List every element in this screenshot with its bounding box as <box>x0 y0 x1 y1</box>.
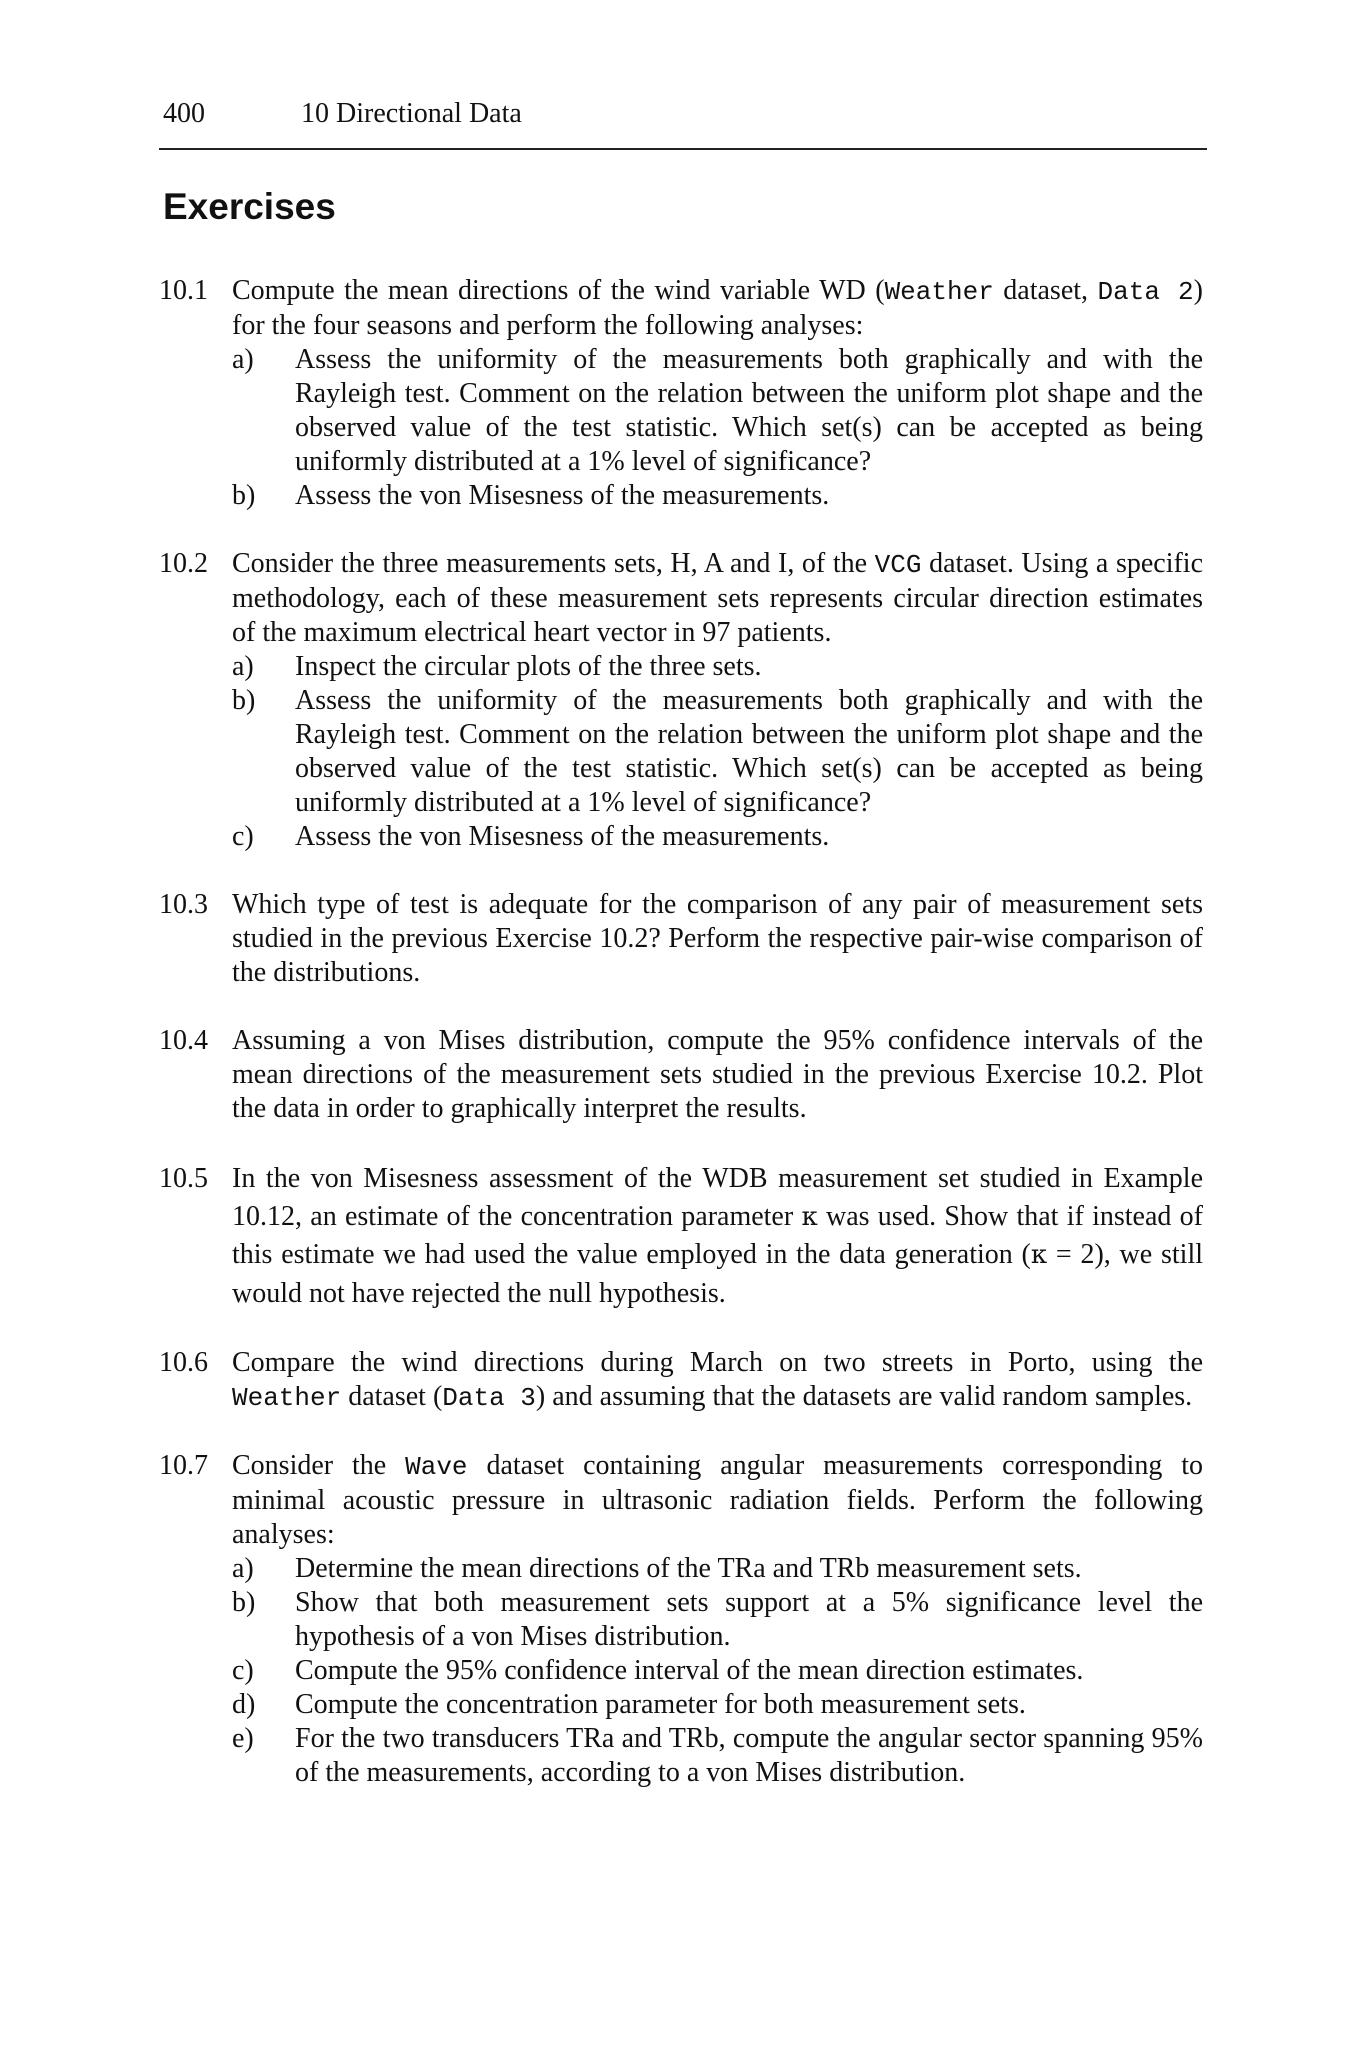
sub-item <box>232 479 1203 513</box>
sub-item-text: Determine the mean directions of the TRa and TRb measurement sets. <box>295 1553 1082 1584</box>
sub-item-label: d) <box>232 1689 256 1720</box>
sub-item-text: Assess the von Misesness of the measurements. <box>295 821 830 852</box>
exercise-text: Which type of test is adequate for the comparison of any pair of measurement sets studied in the previous Exercise 10.2? Perform the respective pair-wise comparison of the distributions. <box>232 889 1203 988</box>
exercise-intro: Consider the three measurements sets, H, A and I, of the VCG dataset. Using a specific methodology, each of these measurement sets represents circular direction estimates of the maximum electrical heart vector in 97 patients. <box>232 548 1204 648</box>
exercise-intro: Consider the Wave dataset containing angular measurements corresponding to minimal acoustic pressure in ultrasonic radiation fields. Perform the following analyses: <box>232 1450 1203 1550</box>
exercise-number: 10.5 <box>159 1163 208 1194</box>
exercise-list <box>159 274 1203 1824</box>
exercise-10-2 <box>159 547 1203 854</box>
sub-item-text: Show that both measurement sets support at a 5% significance level the hypothesis of a von Mises distribution. <box>295 1587 1203 1652</box>
sub-item <box>232 820 1203 854</box>
kappa-symbol: κ <box>801 1201 818 1232</box>
exercise-10-6 <box>159 1346 1203 1415</box>
exercise-text: In the von Misesness assessment of the WDB measurement set studied in Example 10.12, an estimate of the concentration parameter κ was used. Show that if instead of this estimate we had used the value employed in the data generation (κ = 2), we still would not have rejected the null hypothesis. <box>232 1163 1203 1309</box>
exercise-10-1 <box>159 274 1203 513</box>
exercise-text: Assuming a von Mises distribution, compute the 95% confidence intervals of the mean directions of the measurement sets studied in the previous Exercise 10.2. Plot the data in order to graphically interpret the results. <box>232 1025 1203 1124</box>
chapter-title: 10 Directional Data <box>301 98 522 129</box>
sub-item <box>232 1688 1203 1722</box>
exercise-10-4 <box>159 1024 1203 1126</box>
exercise-number: 10.7 <box>159 1450 208 1481</box>
sub-item-label: a) <box>232 651 254 682</box>
sub-item-text: Assess the uniformity of the measurements both graphically and with the Rayleigh test. Comment on the relation between the uniform plot shape and the observed value of the test statistic. Which set(s) can be accepted as being uniformly distributed at a 1% level of significance? <box>295 344 1203 477</box>
exercise-number: 10.4 <box>159 1025 208 1056</box>
sub-item-label: e) <box>232 1723 254 1754</box>
dataset-name: Weather <box>232 1383 342 1413</box>
dataset-name: Wave <box>405 1452 468 1482</box>
exercise-10-5 <box>159 1160 1203 1312</box>
sub-item-label: b) <box>232 480 256 511</box>
running-head <box>159 98 1207 150</box>
exercise-number: 10.1 <box>159 275 208 306</box>
kappa-symbol: κ <box>1030 1240 1048 1270</box>
dataset-name: VCG <box>874 550 922 580</box>
exercise-10-3 <box>159 888 1203 990</box>
exercise-intro: Compute the mean directions of the wind variable WD (Weather dataset, Data 2) for the four seasons and perform the following analyses: <box>232 275 1203 341</box>
sub-item <box>232 1722 1203 1790</box>
sub-item-label: b) <box>232 685 256 716</box>
dataset-variable: Data 3 <box>442 1383 536 1413</box>
exercise-10-7 <box>159 1449 1203 1790</box>
sub-item-label: b) <box>232 1587 256 1618</box>
sub-item-text: Compute the 95% confidence interval of the mean direction estimates. <box>295 1655 1084 1686</box>
exercise-number: 10.6 <box>159 1347 208 1378</box>
page-number: 400 <box>163 98 205 129</box>
sub-item-label: c) <box>232 1655 254 1686</box>
sub-item-label: c) <box>232 821 254 852</box>
sub-item <box>232 1654 1203 1688</box>
sub-item <box>232 343 1203 479</box>
sub-item-text: Inspect the circular plots of the three sets. <box>295 651 762 682</box>
sub-item-label: a) <box>232 344 254 375</box>
section-heading: Exercises <box>163 186 336 227</box>
sub-item <box>232 1586 1203 1654</box>
sub-item-text: Compute the concentration parameter for both measurement sets. <box>295 1689 1026 1720</box>
sub-item-text: For the two transducers TRa and TRb, compute the angular sector spanning 95% of the measurements, according to a von Mises distribution. <box>295 1723 1203 1788</box>
sub-item-text: Assess the uniformity of the measurements both graphically and with the Rayleigh test. Comment on the relation between the uniform plot shape and the observed value of the test statistic. Which set(s) can be accepted as being uniformly distributed at a 1% level of significance? <box>295 685 1203 818</box>
sub-item-text: Assess the von Misesness of the measurements. <box>295 480 830 511</box>
dataset-name: Weather <box>884 277 994 307</box>
sub-item-label: a) <box>232 1553 254 1584</box>
sub-item <box>232 684 1203 820</box>
exercise-text: Compare the wind directions during March on two streets in Porto, using the Weather dataset (Data 3) and assuming that the datasets are valid random samples. <box>232 1347 1203 1413</box>
sub-item <box>232 650 1203 684</box>
exercise-number: 10.2 <box>159 548 208 579</box>
dataset-variable: Data 2 <box>1097 277 1194 307</box>
exercise-number: 10.3 <box>159 889 208 920</box>
sub-item <box>232 1552 1203 1586</box>
